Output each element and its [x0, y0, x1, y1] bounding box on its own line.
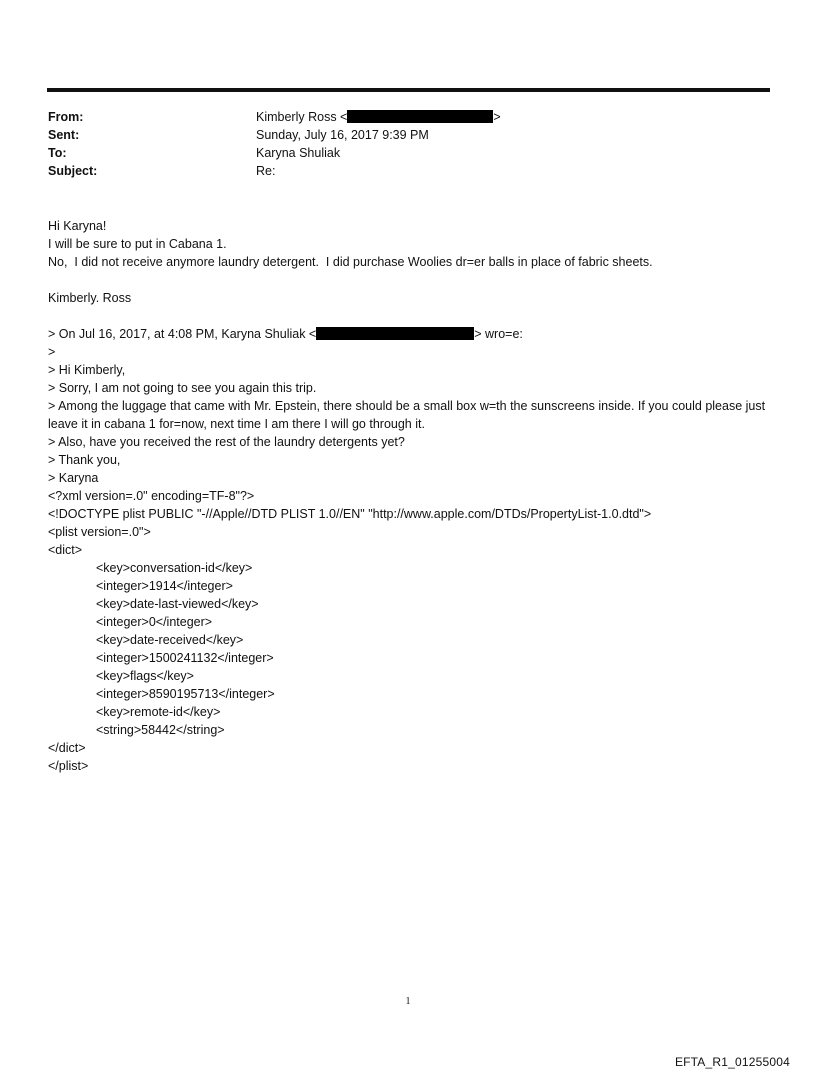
from-value	[256, 108, 748, 126]
plist-line: <!DOCTYPE plist PUBLIC "-//Apple//DTD PLIST 1.0//EN" "http://www.apple.com/DTDs/PropertyList-1.0.dtd">	[48, 507, 652, 521]
page-number: 1	[405, 996, 411, 1007]
quoted-line: >	[48, 345, 56, 359]
quoted-line: > Hi Kimberly,	[48, 363, 126, 377]
reply-greeting: Hi Karyna!	[48, 219, 107, 233]
redaction-box	[316, 327, 474, 340]
header-divider	[47, 88, 770, 92]
sent-value: Sunday, July 16, 2017 9:39 PM	[256, 128, 429, 142]
quoted-line: > Karyna	[48, 471, 99, 485]
quoted-line: > Thank you,	[48, 453, 121, 467]
quoted-line: > Sorry, I am not going to see you again this trip.	[48, 381, 317, 395]
subject-label: Subject:	[48, 164, 98, 178]
email-header	[48, 108, 748, 180]
plist-entry: <integer>8590195713</integer>	[96, 687, 275, 701]
sent-row	[48, 126, 748, 144]
reply-line: No, I did not receive anymore laundry detergent. I did purchase Woolies dr=er balls in place of fabric sheets.	[48, 255, 653, 269]
reply-line: I will be sure to put in Cabana 1.	[48, 237, 227, 251]
from-row	[48, 108, 748, 126]
subject-value: Re:	[256, 164, 276, 178]
subject-row	[48, 162, 748, 180]
from-label: From:	[48, 110, 84, 124]
to-label: To:	[48, 146, 67, 160]
plist-line: </dict>	[48, 741, 86, 755]
quoted-intro-end: > wro=e:	[474, 327, 523, 341]
spacer	[48, 271, 768, 289]
spacer	[48, 307, 768, 325]
plist-entry: <integer>1914</integer>	[96, 579, 233, 593]
plist-line: <?xml version=.0" encoding=TF-8"?>	[48, 489, 255, 503]
plist-entry: <integer>0</integer>	[96, 615, 213, 629]
reply-signature: Kimberly. Ross	[48, 291, 132, 305]
from-name: Kimberly Ross <	[256, 110, 348, 124]
document-id: EFTA_R1_01255004	[674, 1055, 790, 1069]
plist-entry: <key>conversation-id</key>	[96, 561, 253, 575]
email-body	[48, 217, 768, 775]
plist-entry: <string>58442</string>	[96, 723, 225, 737]
plist-line: <plist version=.0">	[48, 525, 151, 539]
quoted-line: > Also, have you received the rest of the laundry detergents yet?	[48, 435, 405, 449]
plist-entry: <key>date-received</key>	[96, 633, 244, 647]
to-value: Karyna Shuliak	[256, 146, 341, 160]
plist-entry: <key>flags</key>	[96, 669, 194, 683]
sent-label: Sent:	[48, 128, 80, 142]
quoted-intro	[48, 325, 768, 343]
plist-line: <dict>	[48, 543, 83, 557]
plist-entry: <integer>1500241132</integer>	[96, 651, 274, 665]
to-row	[48, 144, 748, 162]
plist-entry: <key>remote-id</key>	[96, 705, 221, 719]
redaction-box	[347, 110, 493, 123]
from-value-end: >	[493, 110, 501, 124]
quoted-line: > Among the luggage that came with Mr. Epstein, there should be a small box w=th the sunscreens inside. If you could please just leave it in cabana 1 for=now, next time I am there I will go through it.	[48, 399, 769, 431]
plist-line: </plist>	[48, 759, 89, 773]
quoted-intro-start: > On Jul 16, 2017, at 4:08 PM, Karyna Shuliak <	[48, 327, 317, 341]
plist-entry: <key>date-last-viewed</key>	[96, 597, 259, 611]
